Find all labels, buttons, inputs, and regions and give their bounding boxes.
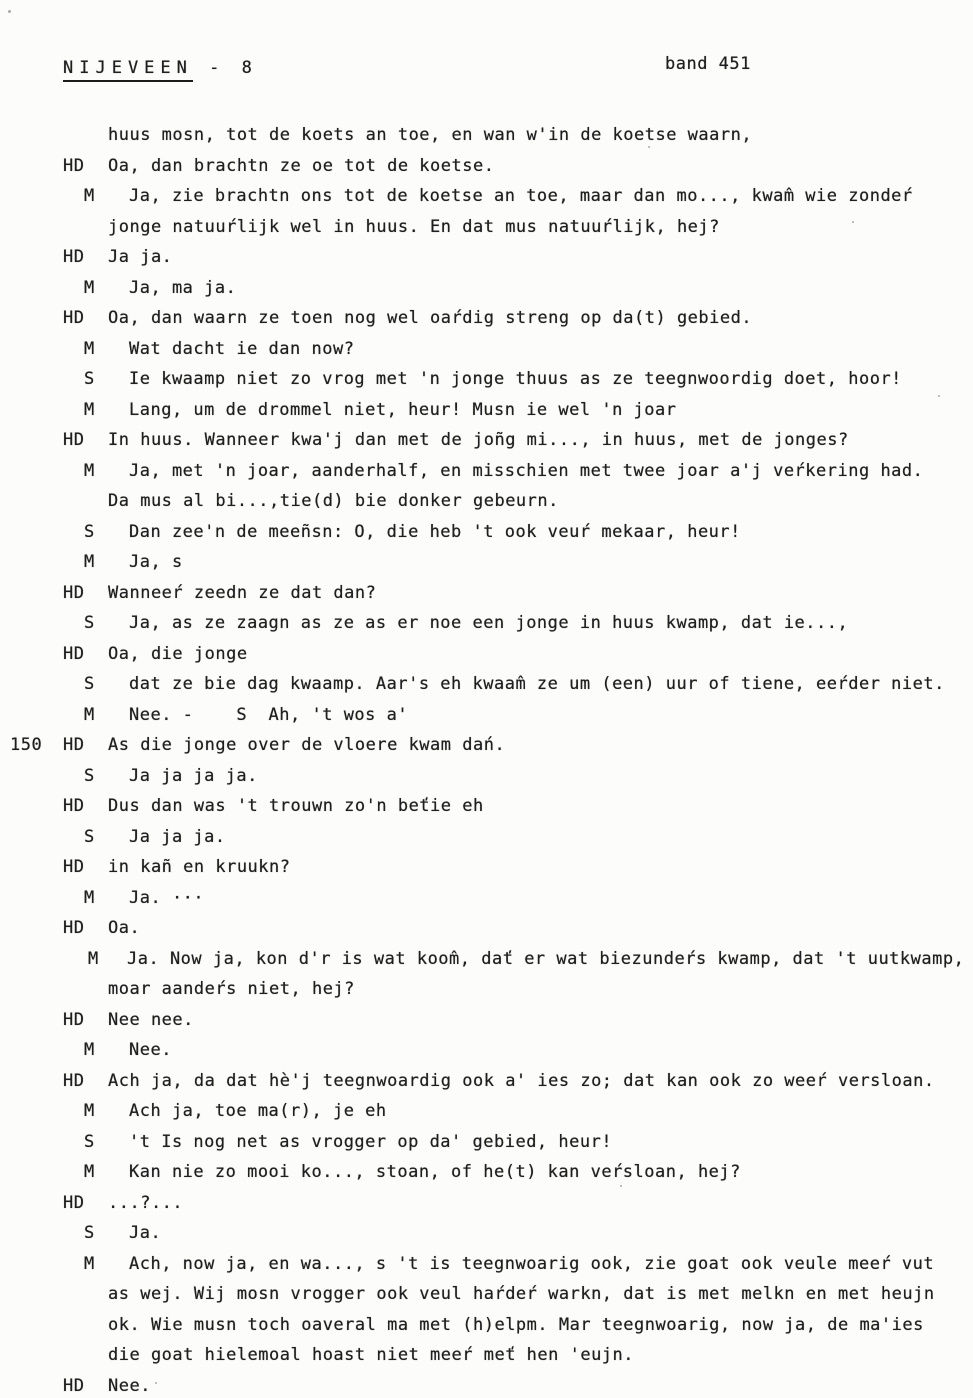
speaker-label: HD	[63, 155, 85, 176]
line-number	[0, 1127, 63, 1158]
transcript-line	[0, 1371, 967, 1398]
speaker-label: S	[84, 674, 95, 694]
line-text: Ja. ···	[129, 887, 205, 908]
speaker-label: M	[84, 460, 95, 481]
line-number	[0, 425, 63, 456]
line-text: moar aandeŕs niet, hej?	[108, 979, 355, 999]
line-number	[0, 822, 63, 853]
line-text: Dan zee'n de meeñsn: O, die heb 't ook veuŕ mekaar, heur!	[129, 521, 741, 542]
line-number	[0, 334, 63, 365]
transcript-line	[0, 1005, 967, 1036]
speaker-label	[63, 486, 96, 517]
line-number	[0, 181, 63, 212]
speaker-label: HD	[63, 308, 85, 328]
line-number	[0, 1218, 63, 1249]
line-number	[0, 639, 63, 670]
line-text: Ja.	[129, 1223, 162, 1243]
line-text: Ja, zie brachtn ons tot de koetse an toe, maar dan mo..., kwam̂ wie zondeŕ	[129, 186, 913, 206]
transcript-line	[0, 1066, 967, 1097]
transcript-line	[0, 456, 967, 487]
transcript-line	[0, 974, 967, 1005]
speaker-label	[63, 1279, 96, 1310]
speaker-label	[63, 974, 96, 1005]
speaker-label: M	[84, 552, 95, 572]
line-number	[0, 1249, 63, 1280]
speaker-label: HD	[63, 643, 85, 664]
speaker-label: M	[84, 399, 95, 420]
speaker-label: HD	[63, 1375, 85, 1396]
line-number	[0, 700, 63, 731]
line-number	[0, 151, 63, 182]
line-text: Nee nee.	[108, 1009, 194, 1030]
line-text: as wej. Wij mosn vrogger ook veul haŕdeŕ warkn, dat is met melkn en met heujn	[108, 1284, 935, 1304]
speaker-label: HD	[63, 1070, 85, 1091]
line-number: 150	[10, 735, 43, 755]
line-text: Oa.	[108, 918, 141, 938]
line-number	[0, 395, 63, 426]
transcript-line	[0, 303, 967, 334]
line-text: Oa, dan brachtn ze oe tot de koetse.	[108, 155, 495, 176]
line-text: Ach ja, da dat hè'j teegnwoardig ook a' ies zo; dat kan ook zo weeŕ versloan.	[108, 1070, 935, 1091]
speaker-label: HD	[63, 735, 85, 755]
transcript-line	[0, 608, 967, 639]
speaker-label: M	[84, 704, 95, 725]
line-number	[0, 547, 63, 578]
transcript-line	[0, 1127, 967, 1158]
line-text: dat ze bie dag kwaamp. Aar's eh kwaam̂ ze um (een) uur of tiene, eeŕder niet.	[129, 674, 945, 694]
line-text: Ja, as ze zaagn as ze as er noe een jonge in huus kwamp, dat ie...,	[129, 613, 849, 633]
speaker-label: S	[84, 613, 95, 633]
transcript-line	[0, 1249, 967, 1280]
line-text: Kan nie zo mooi ko..., stoan, of he(t) kan veŕsloan, hej?	[129, 1162, 741, 1182]
transcript-line	[0, 334, 967, 365]
line-text: Oa, die jonge	[108, 643, 248, 664]
line-text: Ja, s	[129, 552, 183, 572]
page-title-location: NIJEVEEN	[63, 58, 193, 82]
page-title	[63, 58, 258, 78]
scan-speck	[938, 395, 940, 397]
line-text: Ja. Now ja, kon d'r is wat koom̂, dať er wat biezundeŕs kwamp, dat 't uutkwamp,	[127, 948, 965, 969]
transcript-line	[0, 273, 967, 304]
line-text: die goat hielemoal hoast niet meeŕ meť hen 'eujn.	[108, 1345, 635, 1365]
transcript-line	[0, 700, 967, 731]
page-header	[0, 54, 973, 88]
speaker-label	[63, 1310, 96, 1341]
line-number	[0, 791, 63, 822]
transcript-line	[0, 852, 967, 883]
line-number	[0, 883, 63, 914]
line-number	[0, 578, 63, 609]
line-number	[0, 974, 63, 1005]
transcript-line	[0, 364, 967, 395]
line-number	[0, 303, 63, 334]
transcript-line	[0, 120, 967, 151]
transcript-line	[0, 944, 967, 975]
line-text: Da mus al bi...,tie(d) bie donker gebeurn.	[108, 491, 559, 511]
line-text: Ja, ma ja.	[129, 277, 237, 298]
transcript-line	[0, 1188, 967, 1219]
line-number	[0, 456, 63, 487]
line-number	[0, 242, 63, 273]
speaker-label: S	[84, 826, 95, 847]
line-text: In huus. Wanneer kwa'j dan met de joñg mi..., in huus, met de jonges?	[108, 430, 849, 450]
transcript-line	[0, 883, 967, 914]
line-number	[0, 212, 63, 243]
transcript-line	[0, 151, 967, 182]
speaker-label: M	[84, 277, 95, 298]
speaker-label: HD	[63, 918, 85, 938]
transcript-line	[0, 425, 967, 456]
transcript-line	[0, 1279, 967, 1310]
speaker-label: S	[84, 1131, 95, 1152]
band-label: band 451	[665, 54, 751, 74]
transcript-line	[0, 181, 967, 212]
line-text: Ja, met 'n joar, aanderhalf, en misschien met twee joar a'j veŕkering had.	[129, 460, 924, 481]
speaker-label: M	[84, 1253, 95, 1274]
scan-speck	[648, 146, 650, 148]
speaker-label: M	[84, 186, 95, 206]
page-title-number: - 8	[192, 58, 258, 78]
line-number	[0, 517, 63, 548]
transcript-line	[0, 913, 967, 944]
line-text: Ja ja ja.	[129, 826, 226, 847]
line-text: Nee.	[129, 1040, 172, 1060]
transcript-line	[0, 822, 967, 853]
line-text: Dus dan was 't trouwn zo'n beťie eh	[108, 796, 484, 816]
speaker-label: S	[84, 765, 95, 786]
speaker-label: S	[84, 369, 95, 389]
speaker-label: M	[84, 338, 95, 359]
line-text: Nee.	[108, 1375, 151, 1396]
line-number	[0, 944, 63, 975]
line-text: As die jonge over de vloere kwam dań.	[108, 735, 506, 755]
line-text: ok. Wie musn toch oaveral ma met (h)elpm. Mar teegnwoarig, now ja, de ma'ies	[108, 1314, 924, 1335]
transcript-line	[0, 212, 967, 243]
transcript-line	[0, 1157, 967, 1188]
transcript-line	[0, 730, 967, 761]
line-number	[0, 273, 63, 304]
speaker-label: HD	[63, 430, 85, 450]
line-text: jonge natuuŕlijk wel in huus. En dat mus natuuŕlijk, hej?	[108, 216, 720, 237]
transcript-line	[0, 395, 967, 426]
transcript-line	[0, 761, 967, 792]
line-number	[0, 1310, 63, 1341]
transcript-line	[0, 578, 967, 609]
transcript-line	[0, 1096, 967, 1127]
line-number	[0, 1157, 63, 1188]
speaker-label: HD	[63, 857, 85, 877]
line-text: 't Is nog net as vrogger op da' gebied, heur!	[129, 1131, 613, 1152]
line-number	[0, 852, 63, 883]
line-number	[0, 669, 63, 700]
scan-speck	[852, 221, 854, 223]
line-number	[0, 1279, 63, 1310]
line-text: Ach ja, toe ma(r), je eh	[129, 1101, 387, 1121]
line-number	[0, 1066, 63, 1097]
line-number	[0, 1340, 63, 1371]
transcript-line	[0, 242, 967, 273]
transcript-line	[0, 669, 967, 700]
line-text: in kañ en kruukn?	[108, 857, 291, 877]
line-number	[0, 120, 63, 151]
line-number	[0, 1005, 63, 1036]
line-number	[0, 761, 63, 792]
scan-speck	[8, 10, 11, 13]
speaker-label: HD	[63, 796, 85, 816]
scan-speck	[620, 1185, 622, 1187]
line-number	[0, 1188, 63, 1219]
transcript-line	[0, 1340, 967, 1371]
speaker-label: HD	[63, 1009, 85, 1030]
speaker-label	[63, 120, 96, 151]
speaker-label: M	[84, 1101, 95, 1121]
line-text: Ie kwaamp niet zo vrog met 'n jonge thuus as ze teegnwoordig doet, hoor!	[129, 369, 902, 389]
line-number	[0, 608, 63, 639]
transcript	[0, 120, 967, 1398]
line-number	[0, 913, 63, 944]
transcript-line	[0, 547, 967, 578]
line-text: Nee. - S Ah, 't wos a'	[129, 704, 409, 725]
speaker-label: S	[84, 521, 95, 542]
transcript-line	[0, 791, 967, 822]
scan-speck	[155, 1382, 157, 1384]
line-number	[0, 486, 63, 517]
transcript-line	[0, 1310, 967, 1341]
speaker-label: M	[88, 948, 99, 969]
line-text: Wat dacht ie dan now?	[129, 338, 355, 359]
speaker-label	[63, 212, 96, 243]
speaker-label: M	[84, 887, 95, 908]
transcript-line	[0, 486, 967, 517]
line-text: Ach, now ja, en wa..., s 't is teegnwoarig ook, zie goat ook veule meeŕ vut	[129, 1253, 935, 1274]
speaker-label: M	[84, 1040, 95, 1060]
line-text: Oa, dan waarn ze toen nog wel oaŕdig streng op da(t) gebied.	[108, 308, 753, 328]
line-number	[0, 1096, 63, 1127]
line-text: Lang, um de drommel niet, heur! Musn ie wel 'n joar	[129, 399, 677, 420]
speaker-label	[63, 1340, 96, 1371]
line-number	[0, 364, 63, 395]
speaker-label: HD	[63, 247, 85, 267]
line-text: huus mosn, tot de koets an toe, en wan w'in de koetse waarn,	[108, 125, 753, 145]
speaker-label: HD	[63, 582, 85, 603]
speaker-label: S	[84, 1223, 95, 1243]
line-number	[0, 1035, 63, 1066]
line-text: Ja ja.	[108, 247, 173, 267]
line-text: Wanneeŕ zeedn ze dat dan?	[108, 582, 377, 603]
transcript-line	[0, 639, 967, 670]
speaker-label: M	[84, 1162, 95, 1182]
line-text: ...?...	[108, 1192, 184, 1213]
transcript-line	[0, 1035, 967, 1066]
speaker-label: HD	[63, 1192, 85, 1213]
transcript-line	[0, 1218, 967, 1249]
transcript-line	[0, 517, 967, 548]
line-number	[0, 1371, 63, 1398]
line-text: Ja ja ja ja.	[129, 765, 258, 786]
